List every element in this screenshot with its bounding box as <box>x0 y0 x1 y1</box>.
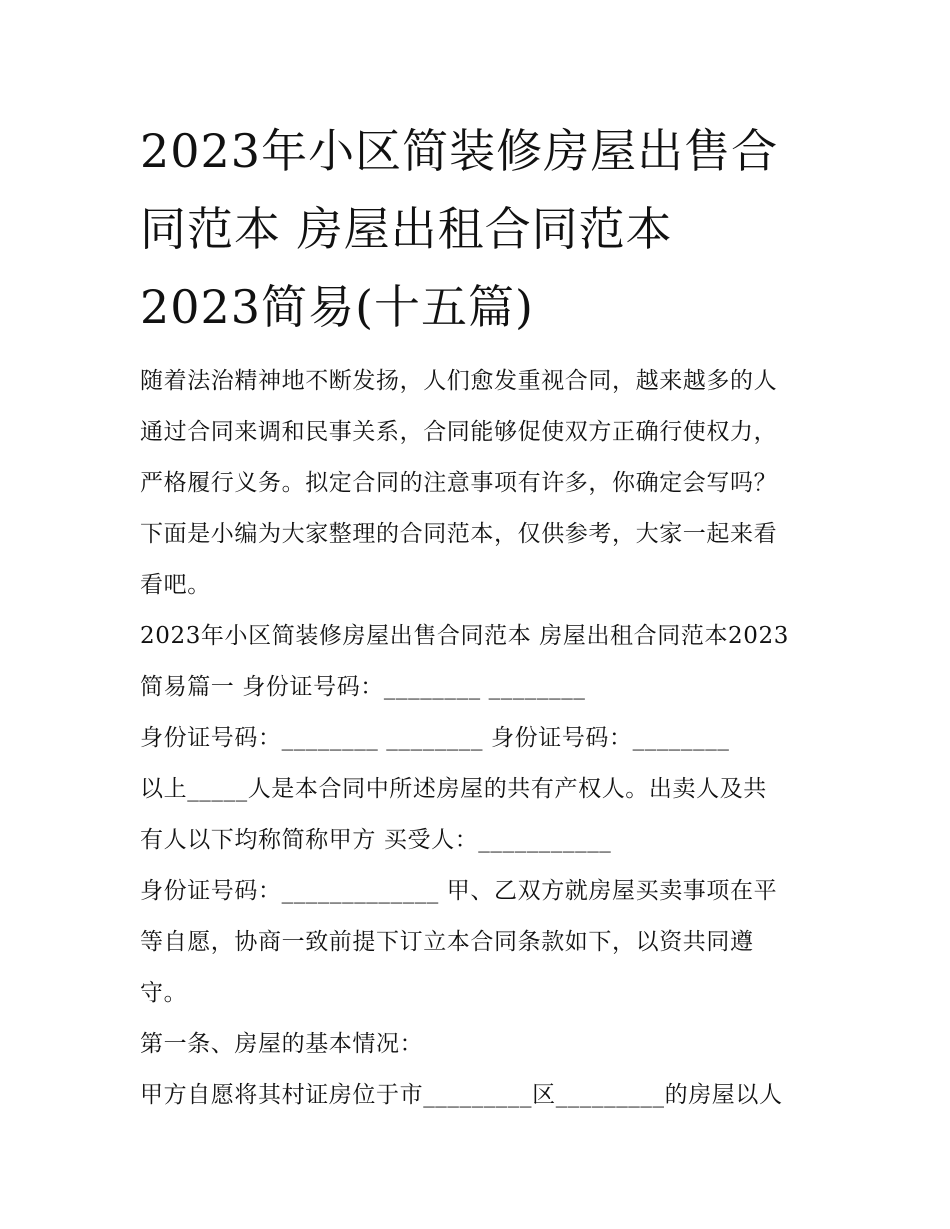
intro-paragraph <box>140 356 820 611</box>
body-line-8: 守。 <box>140 980 188 1006</box>
body-line-3: 身份证号码：________ ________ 身份证号码：________ <box>140 725 730 751</box>
intro-line-4: 下面是小编为大家整理的合同范本，仅供参考，大家一起来看 <box>140 521 778 547</box>
body-line-6: 身份证号码：_____________ 甲、乙双方就房屋买卖事项在平 <box>140 878 778 904</box>
document-title <box>140 112 820 346</box>
title-line-1: 2023年小区简装修房屋出售合 <box>140 124 779 178</box>
body-line-5: 有人以下均称简称甲方 买受人：___________ <box>140 827 612 853</box>
body-line-10: 甲方自愿将其村证房位于市_________区_________的房屋以人 <box>140 1082 783 1108</box>
title-line-2: 同范本 房屋出租合同范本 <box>140 202 673 256</box>
intro-line-1: 随着法治精神地不断发扬，人们愈发重视合同，越来越多的人 <box>140 368 778 394</box>
document-page <box>140 112 820 1121</box>
body-line-4: 以上_____人是本合同中所述房屋的共有产权人。出卖人及共 <box>140 776 767 802</box>
body-line-7: 等自愿，协商一致前提下订立本合同条款如下，以资共同遵 <box>140 929 754 955</box>
contract-body <box>140 611 820 1121</box>
intro-line-3: 严格履行义务。拟定合同的注意事项有许多，你确定会写吗？ <box>140 470 778 496</box>
article-1-heading: 第一条、房屋的基本情况： <box>140 1031 424 1057</box>
intro-line-2: 通过合同来调和民事关系，合同能够促使双方正确行使权力， <box>140 419 778 445</box>
intro-line-5: 看吧。 <box>140 572 211 598</box>
title-line-3: 2023简易(十五篇) <box>140 280 534 334</box>
body-line-2: 简易篇一 身份证号码：________ ________ <box>140 674 586 700</box>
body-line-1: 2023年小区简装修房屋出售合同范本 房屋出租合同范本2023 <box>140 623 789 649</box>
